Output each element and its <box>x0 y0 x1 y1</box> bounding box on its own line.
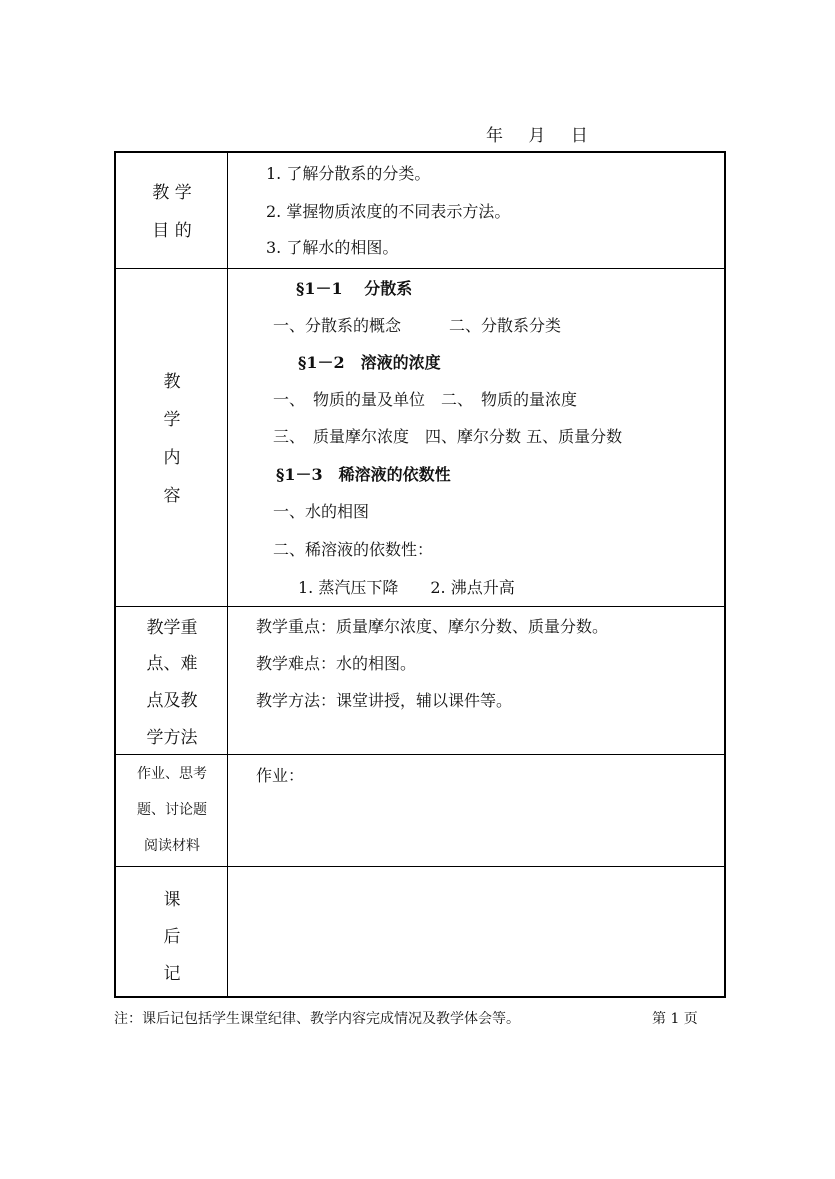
objectives-label-cell <box>116 153 228 268</box>
content-label-cell <box>116 269 228 607</box>
afterclass-content-cell <box>228 867 724 996</box>
afterclass-label-1: 课 <box>163 890 181 910</box>
objectives-content-cell <box>228 153 724 268</box>
homework-content-cell <box>228 755 724 867</box>
footer-note: 注：课后记包括学生课堂纪律、教学内容完成情况及教学体会等。 <box>114 1011 520 1027</box>
keypoints-label-cell <box>116 607 228 755</box>
content-line: 一、分散系的概念 二、分散系分类 <box>273 316 562 335</box>
afterclass-label-cell <box>116 867 228 996</box>
content-line: 一、水的相图 <box>273 502 370 521</box>
objective-item: 1. 了解分散系的分类。 <box>266 164 431 183</box>
objectives-row <box>116 153 724 268</box>
keypoints-label-1: 教学重 <box>146 618 198 638</box>
section-heading: §1－3 稀溶液的依数性 <box>276 465 451 484</box>
afterclass-label-3: 记 <box>163 964 181 984</box>
homework-label-3: 阅读材料 <box>144 838 200 854</box>
date-line <box>486 121 606 146</box>
day-label: 日 <box>570 126 590 146</box>
section-heading: §1－1 分散系 <box>296 279 413 298</box>
keypoints-content-cell <box>228 607 724 755</box>
content-line: 二、稀溶液的依数性： <box>273 540 434 559</box>
afterclass-row <box>116 866 724 996</box>
content-row <box>116 268 724 607</box>
content-label-4: 容 <box>163 486 181 506</box>
objective-item: 3. 了解水的相图。 <box>266 238 399 257</box>
keypoints-label-2: 点、难 <box>146 654 198 674</box>
section-heading: §1－2 溶液的浓度 <box>298 353 441 372</box>
content-label-3: 内 <box>163 448 181 468</box>
homework-text: 作业： <box>256 766 305 785</box>
lesson-plan-table <box>114 151 726 998</box>
objective-item: 2. 掌握物质浓度的不同表示方法。 <box>266 202 511 221</box>
content-label-2: 学 <box>163 410 181 430</box>
keypoint-line: 教学重点：质量摩尔浓度、摩尔分数、质量分数。 <box>256 617 609 636</box>
content-line: 一、 物质的量及单位 二、 物质的量浓度 <box>273 390 578 409</box>
year-label: 年 <box>486 126 505 146</box>
homework-label-2: 题、讨论题 <box>137 802 207 818</box>
content-line: 三、 质量摩尔浓度 四、摩尔分数 五、质量分数 <box>273 427 623 446</box>
keypoints-row <box>116 606 724 755</box>
page-number: 第 1 页 <box>652 1011 698 1027</box>
keypoint-line: 教学方法：课堂讲授，辅以课件等。 <box>256 691 513 710</box>
month-label: 月 <box>528 126 548 146</box>
objectives-label-2: 目 的 <box>152 221 192 241</box>
objectives-label-1: 教 学 <box>152 183 192 203</box>
homework-row <box>116 754 724 867</box>
keypoint-line: 教学难点：水的相图。 <box>256 654 417 673</box>
content-line: 1. 蒸汽压下降 2. 沸点升高 <box>298 578 515 597</box>
keypoints-label-3: 点及教 <box>146 691 198 711</box>
keypoints-label-4: 学方法 <box>146 728 198 748</box>
afterclass-label-2: 后 <box>163 927 181 947</box>
content-label-1: 教 <box>163 372 181 392</box>
homework-label-1: 作业、思考 <box>137 766 207 782</box>
homework-label-cell <box>116 755 228 867</box>
content-content-cell <box>228 269 724 607</box>
